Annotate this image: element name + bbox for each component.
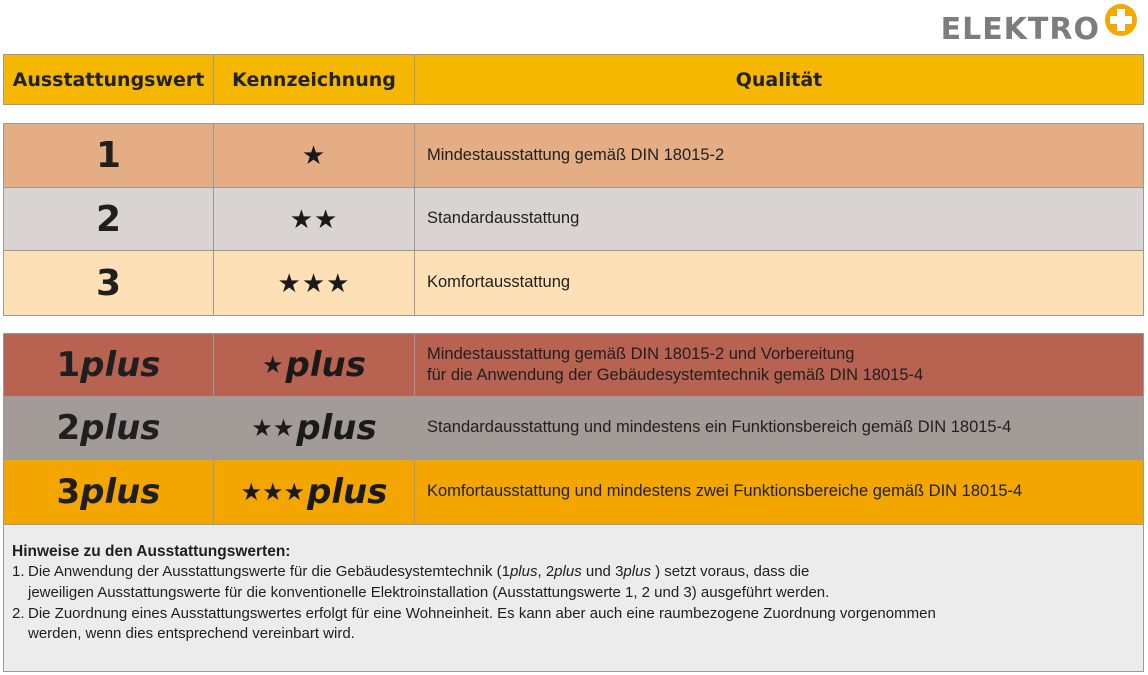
ausstattungswert-value: 2 xyxy=(95,198,122,240)
star-plus-rating: ★★★ plus xyxy=(240,472,388,512)
table-row xyxy=(3,123,1144,188)
header-ausstattungswert: Ausstattungswert xyxy=(4,55,214,104)
note-item: 2. Die Zuordnung eines Ausstattungswertes erfolgt für eine Wohneinheit. Es kann aber auch eine raumbezogene Zuordnung vorgenommen werden, wenn dies entsprechend vereinbart wird. xyxy=(12,604,936,643)
quality-description: Komfortausstattung und mindestens zwei Funktionsbereiche gemäß DIN 18015-4 xyxy=(427,482,1023,501)
ausstattungswert-plus-value: 2plus xyxy=(56,408,161,448)
star-rating: ★ xyxy=(301,140,327,170)
quality-description: Mindestausstattung gemäß DIN 18015-2 und Vorbereitung für die Anwendung der Gebäudesystemtechnik gemäß DIN 18015-4 xyxy=(427,344,924,384)
table-row-plus xyxy=(3,459,1144,525)
table-row xyxy=(3,187,1144,251)
plus-circle-icon xyxy=(1104,3,1138,37)
star-rating: ★★ xyxy=(289,203,339,234)
ausstattungswert-value: 1 xyxy=(95,135,122,176)
quality-description: Mindestausstattung gemäß DIN 18015-2 xyxy=(427,145,725,164)
elektro-plus-logo xyxy=(941,6,1138,46)
table-header xyxy=(3,54,1144,105)
ausstattungswert-plus-value: 3plus xyxy=(56,472,161,512)
quality-description: Standardausstattung und mindestens ein Funktionsbereich gemäß DIN 18015-4 xyxy=(427,418,1012,437)
star-rating: ★★★ xyxy=(277,267,351,298)
notes-box xyxy=(3,524,1144,672)
header-kennzeichnung: Kennzeichnung xyxy=(214,55,415,104)
header-qualitaet: Qualität xyxy=(735,68,823,91)
quality-description: Komfortausstattung xyxy=(427,273,571,292)
note-item: 1. Die Anwendung der Ausstattungswerte für die Gebäudesystemtechnik (1plus, 2plus und 3plus ) setzt voraus, dass die jeweiligen Ausstattungswerte für die konventionelle Elektroinstallation (Ausstattungswerte 1, 2 und 3) ausgeführt werden. xyxy=(12,563,830,602)
table-row xyxy=(3,250,1144,316)
table-row-plus xyxy=(3,333,1144,397)
logo-text: ELEKTRO xyxy=(940,11,1100,47)
notes-title: Hinweise zu den Ausstattungswerten: xyxy=(12,543,291,560)
star-plus-rating: ★ plus xyxy=(262,345,366,385)
ausstattungswert-plus-value: 1plus xyxy=(56,345,161,385)
table-row-plus xyxy=(3,396,1144,460)
quality-description: Standardausstattung xyxy=(427,209,580,228)
ausstattungswert-value: 3 xyxy=(95,262,122,304)
star-plus-rating: ★★ plus xyxy=(251,408,377,448)
